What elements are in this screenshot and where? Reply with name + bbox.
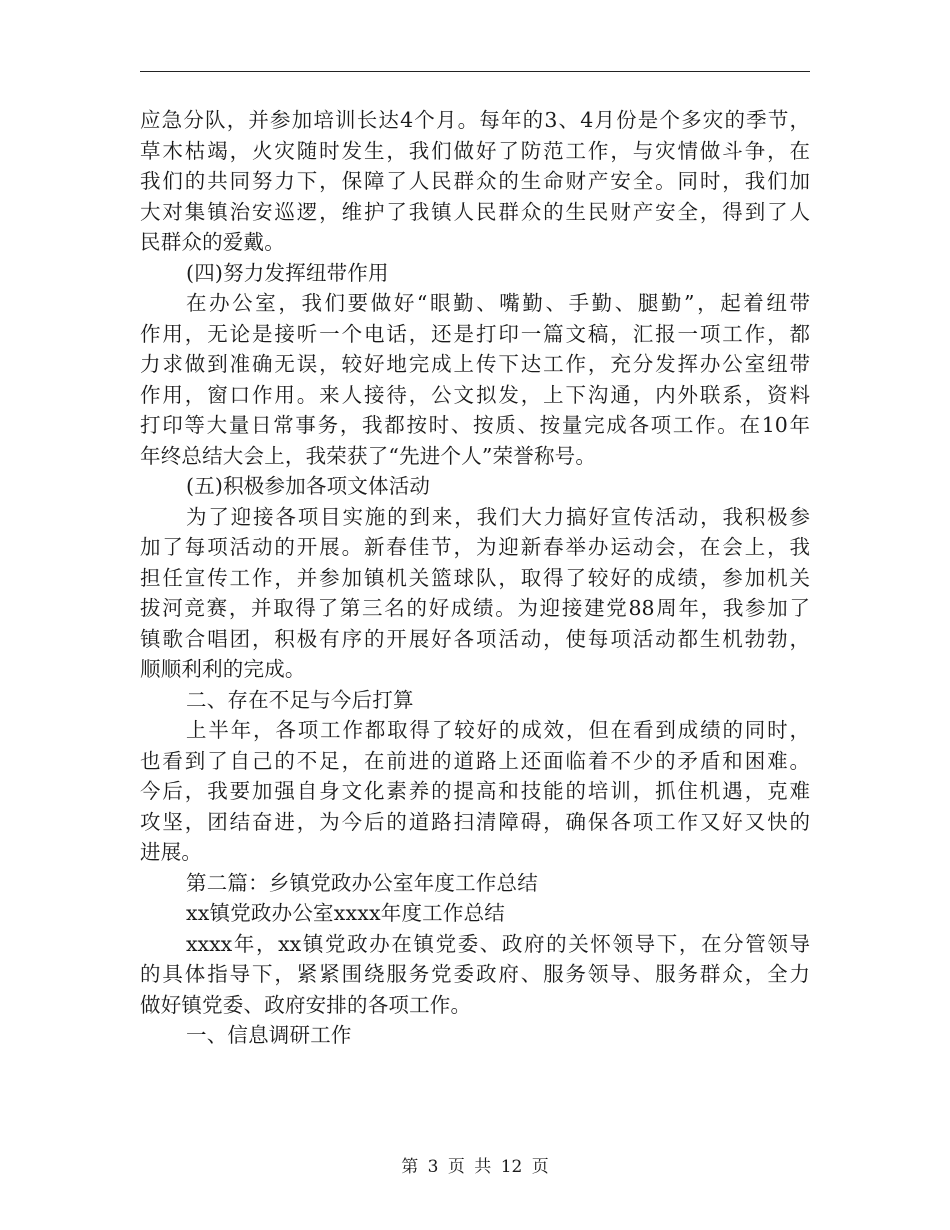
section-heading: 二、存在不足与今后打算	[186, 687, 414, 712]
text-line: 在办公室，我们要做好“眼勤、嘴勤、手勤、腿勤”，起着纽带	[186, 291, 810, 315]
text-line: 年终总结大会上，我荣获了“先进个人”荣誉称号。	[140, 443, 597, 468]
text-line: 作用，窗口作用。来人接待，公文拟发，上下沟通，内外联系，资料	[140, 382, 810, 407]
text-line: 也看到了自己的不足，在前进的道路上还面临着不少的矛盾和困难。	[140, 748, 810, 773]
text-line: xxxx年，xx镇党政办在镇党委、政府的关怀领导下，在分管领导	[186, 931, 810, 956]
text-line: 大对集镇治安巡逻，维护了我镇人民群众的生民财产安全，得到了人	[140, 199, 810, 224]
text-line: 做好镇党委、政府安排的各项工作。	[140, 992, 472, 1017]
text-line: 镇歌合唱团，积极有序的开展好各项活动，使每项活动都生机勃勃，	[140, 626, 810, 651]
text-line: 应急分队，并参加培训长达4个月。每年的3、4月份是个多灾的季节，	[140, 108, 810, 132]
text-line: 进展。	[140, 840, 203, 864]
document-body	[140, 105, 810, 1051]
text-line: 攻坚，团结奋进，为今后的道路扫清障碍，确保各项工作又好又快的	[140, 809, 810, 834]
text-line: 为了迎接各项目实施的到来，我们大力搞好宣传活动，我积极参	[186, 504, 810, 529]
text-line: 力求做到准确无误，较好地完成上传下达工作，充分发挥办公室纽带	[140, 352, 810, 376]
text-line: 的具体指导下，紧紧围绕服务党委政府、服务领导、服务群众，全力	[140, 962, 810, 986]
text-line: 打印等大量日常事务，我都按时、按质、按量完成各项工作。在10年	[140, 413, 810, 437]
text-line: 拔河竞赛，并取得了第三名的好成绩。为迎接建党88周年，我参加了	[140, 596, 810, 620]
section-heading: 一、信息调研工作	[186, 1023, 352, 1047]
header-rule	[140, 71, 810, 72]
text-line: 顺顺利利的完成。	[140, 657, 306, 681]
text-line: 草木枯竭，火灾随时发生，我们做好了防范工作，与灾情做斗争，在	[140, 138, 810, 163]
text-line: 上半年，各项工作都取得了较好的成效，但在看到成绩的同时，	[186, 718, 810, 742]
text-line: 今后，我要加强自身文化素养的提高和技能的培训，抓住机遇，克难	[140, 779, 810, 803]
text-line: 担任宣传工作，并参加镇机关篮球队，取得了较好的成绩，参加机关	[140, 565, 810, 590]
text-line: 民群众的爱戴。	[140, 230, 285, 254]
section-heading: (四)努力发挥纽带作用	[186, 260, 389, 285]
section-heading: (五)积极参加各项文体活动	[186, 474, 431, 498]
article-subtitle: xx镇党政办公室xxxx年度工作总结	[186, 901, 505, 925]
text-line: 我们的共同努力下，保障了人民群众的生命财产安全。同时，我们加	[140, 169, 810, 193]
article-title: 第二篇：乡镇党政办公室年度工作总结	[186, 870, 538, 895]
page-number: 第 3 页 共 12 页	[401, 1157, 549, 1177]
text-line: 加了每项活动的开展。新春佳节，为迎新春举办运动会，在会上，我	[140, 535, 810, 559]
text-line: 作用，无论是接听一个电话，还是打印一篇文稿，汇报一项工作，都	[140, 321, 810, 346]
